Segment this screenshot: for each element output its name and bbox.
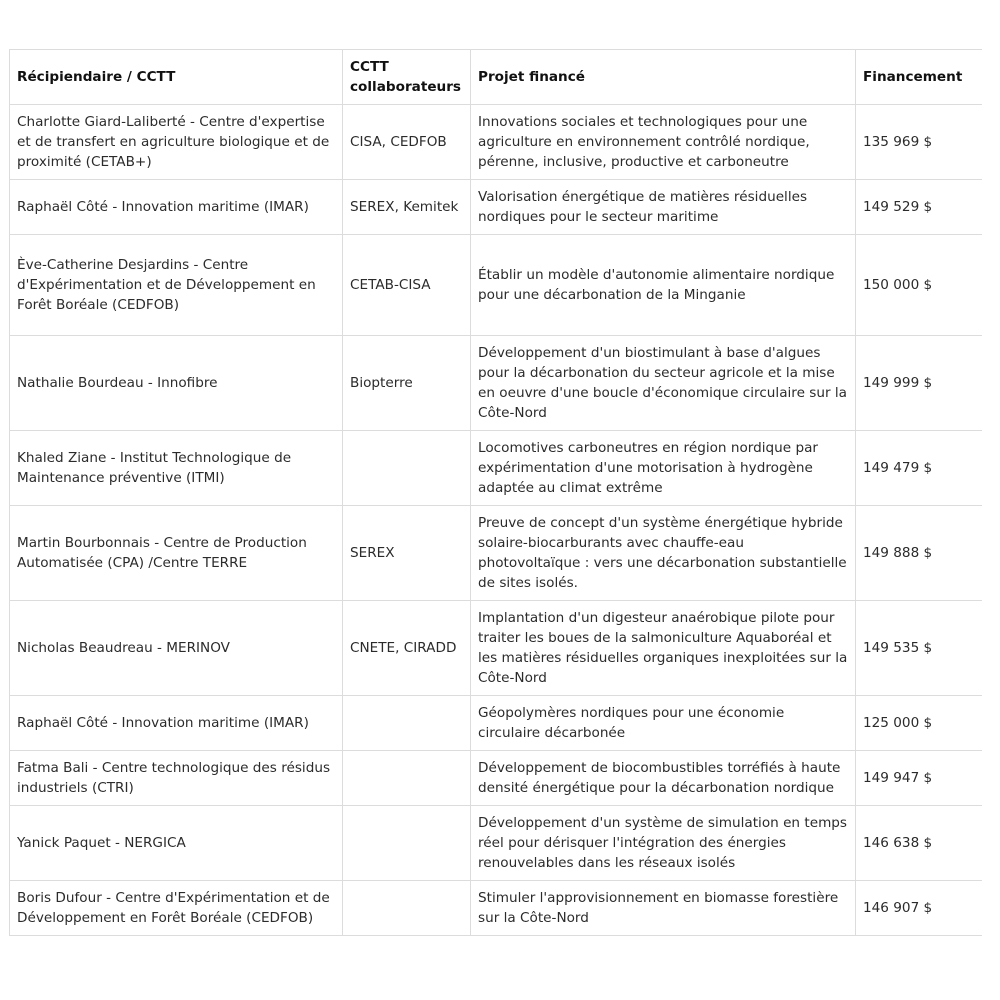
table-row: [10, 105, 982, 180]
table-body: [10, 105, 982, 936]
table-row: [10, 336, 982, 431]
funding-cell: 125 000 $: [856, 696, 982, 751]
project-cell: Valorisation énergétique de matières résiduelles nordiques pour le secteur maritime: [471, 180, 856, 235]
recipient-cell: Charlotte Giard-Laliberté - Centre d'expertise et de transfert en agriculture biologique et de proximité (CETAB+): [10, 105, 343, 180]
project-cell: Innovations sociales et technologiques pour une agriculture en environnement contrôlé nordique, pérenne, inclusive, productive et carboneutre: [471, 105, 856, 180]
table-row: [10, 806, 982, 881]
collaborators-cell: SEREX, Kemitek: [343, 180, 471, 235]
table-row: [10, 881, 982, 936]
funding-cell: 149 479 $: [856, 431, 982, 506]
recipient-cell: Raphaël Côté - Innovation maritime (IMAR): [10, 180, 343, 235]
collaborators-cell: [343, 751, 471, 806]
collaborators-cell: [343, 881, 471, 936]
table-row: [10, 180, 982, 235]
table-row: [10, 506, 982, 601]
collaborators-cell: CISA, CEDFOB: [343, 105, 471, 180]
project-cell: Développement de biocombustibles torréfiés à haute densité énergétique pour la décarbonation nordique: [471, 751, 856, 806]
recipient-cell: Yanick Paquet - NERGICA: [10, 806, 343, 881]
collaborators-cell: SEREX: [343, 506, 471, 601]
funding-cell: 146 907 $: [856, 881, 982, 936]
funding-cell: 149 529 $: [856, 180, 982, 235]
project-cell: Locomotives carboneutres en région nordique par expérimentation d'une motorisation à hydrogène adaptée au climat extrême: [471, 431, 856, 506]
funding-cell: 149 535 $: [856, 601, 982, 696]
recipient-cell: Nathalie Bourdeau - Innofibre: [10, 336, 343, 431]
recipient-cell: Fatma Bali - Centre technologique des résidus industriels (CTRI): [10, 751, 343, 806]
collaborators-cell: CETAB-CISA: [343, 235, 471, 336]
collaborators-cell: [343, 696, 471, 751]
project-cell: Géopolymères nordiques pour une économie circulaire décarbonée: [471, 696, 856, 751]
recipient-cell: Raphaël Côté - Innovation maritime (IMAR): [10, 696, 343, 751]
funding-table: [9, 49, 982, 936]
recipient-cell: Ève-Catherine Desjardins - Centre d'Expérimentation et de Développement en Forêt Boréale (CEDFOB): [10, 235, 343, 336]
collaborators-cell: [343, 806, 471, 881]
project-cell: Développement d'un biostimulant à base d'algues pour la décarbonation du secteur agricole et la mise en oeuvre d'une boucle d'économique circulaire sur la Côte-Nord: [471, 336, 856, 431]
funding-cell: 149 947 $: [856, 751, 982, 806]
recipient-cell: Boris Dufour - Centre d'Expérimentation et de Développement en Forêt Boréale (CEDFOB): [10, 881, 343, 936]
recipient-cell: Martin Bourbonnais - Centre de Production Automatisée (CPA) /Centre TERRE: [10, 506, 343, 601]
project-cell: Stimuler l'approvisionnement en biomasse forestière sur la Côte-Nord: [471, 881, 856, 936]
funding-cell: 146 638 $: [856, 806, 982, 881]
header-collaborators: CCTT collaborateurs: [343, 50, 471, 105]
table-row: [10, 696, 982, 751]
header-recipient: Récipiendaire / CCTT: [10, 50, 343, 105]
table-row: [10, 431, 982, 506]
header-row: [10, 50, 982, 105]
table-row: [10, 235, 982, 336]
recipient-cell: Khaled Ziane - Institut Technologique de Maintenance préventive (ITMI): [10, 431, 343, 506]
funding-cell: 135 969 $: [856, 105, 982, 180]
table-row: [10, 751, 982, 806]
header-project: Projet financé: [471, 50, 856, 105]
collaborators-cell: Biopterre: [343, 336, 471, 431]
project-cell: Implantation d'un digesteur anaérobique pilote pour traiter les boues de la salmoniculture Aquaboréal et les matières résiduelles organiques inexploitées sur la Côte-Nord: [471, 601, 856, 696]
collaborators-cell: CNETE, CIRADD: [343, 601, 471, 696]
recipient-cell: Nicholas Beaudreau - MERINOV: [10, 601, 343, 696]
table-row: [10, 601, 982, 696]
project-cell: Preuve de concept d'un système énergétique hybride solaire-biocarburants avec chauffe-eau photovoltaïque : vers une décarbonation substantielle de sites isolés.: [471, 506, 856, 601]
funding-cell: 149 888 $: [856, 506, 982, 601]
funding-cell: 150 000 $: [856, 235, 982, 336]
collaborators-cell: [343, 431, 471, 506]
header-funding: Financement: [856, 50, 982, 105]
funding-cell: 149 999 $: [856, 336, 982, 431]
project-cell: Développement d'un système de simulation en temps réel pour dérisquer l'intégration des énergies renouvelables dans les réseaux isolés: [471, 806, 856, 881]
project-cell: Établir un modèle d'autonomie alimentaire nordique pour une décarbonation de la Minganie: [471, 235, 856, 336]
